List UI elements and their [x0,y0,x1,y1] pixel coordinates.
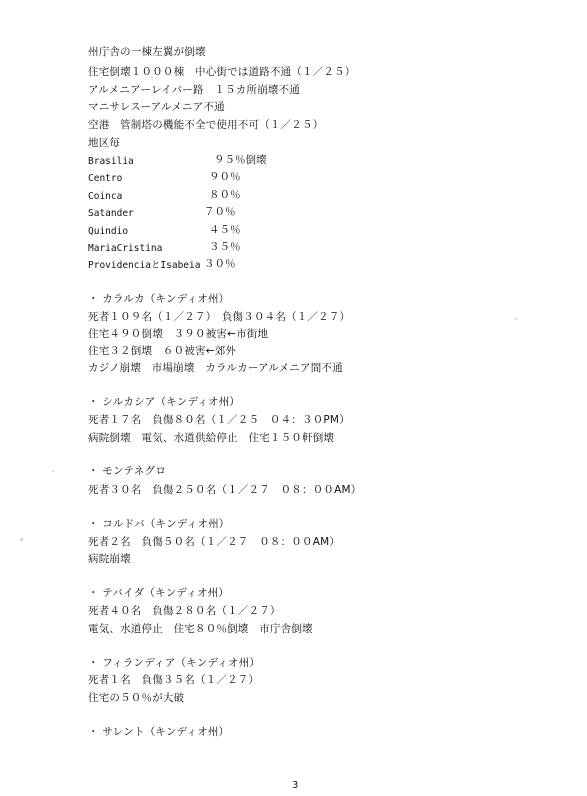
district-value: ７０％ [204,206,236,218]
district-name: Centro [88,173,123,184]
district-value: ３５％ [209,241,241,253]
district-name: Quindio [88,226,129,237]
intro-line: 地区毎 [88,137,121,149]
section-line: カジノ崩壊 市場崩壊 カラルカーアルメニア間不通 [88,362,343,374]
section-line: 住宅３２倒壊 ６０被害←郊外 [88,345,237,357]
intro-line: アルメニアーレイバー路 １５カ所崩壊不通 [88,84,301,96]
section-line: 死者３０名 負傷２５０名（１／２７ ０８：００AM） [88,484,362,496]
intro-line: 住宅倒壊１０００棟 中心街では道路不通（１／２５） [88,66,356,78]
district-name: MariaCristina [88,243,163,254]
section-line: 死者２名 負傷５０名（１／２７ ０８：００AM） [88,536,341,548]
section-line: 電気、水道停止 住宅８０％倒壊 市庁舎倒壊 [88,623,313,635]
section-heading: ・ コルドバ（キンディオ州） [88,518,230,530]
section-line: 住宅４９０倒壊 ３９０被害←市街地 [88,328,269,340]
section-heading: ・ サレント（キンディオ州） [88,726,230,738]
scan-speck [20,538,23,541]
district-value: ３０％ [204,258,236,270]
section-line: 死者４０名 負傷２８０名（１／２７） [88,605,281,617]
district-name: ProvidenciaとIsabeia [88,260,201,271]
district-value: ４５％ [209,224,241,236]
section-line: 死者１名 負傷３５名（１／２７） [88,674,260,686]
district-value: ９５％倒壊 [214,154,267,166]
section-line: 死者１７名 負傷８０名（１／２５ ０４：３０PM） [88,414,350,426]
district-name: Brasilia [88,156,134,167]
intro-line: 州庁舎の一棟左翼が倒壊 [88,46,206,58]
section-heading: ・ フィランディア（キンディオ州） [88,657,261,669]
section-heading: ・ テバイダ（キンディオ州） [88,587,230,599]
section-line: 死者１０９名（１／２７） 負傷３０４名（１／２７） [88,311,351,323]
section-line: 病院倒壊 電気、水道供給停止 住宅１５０軒倒壊 [88,432,335,444]
intro-line: マニサレスーアルメニア不通 [88,101,225,113]
section-heading: ・ モンテネグロ [88,465,167,477]
section-line: 病院崩壊 [88,553,131,565]
district-name: Satander [88,208,134,219]
scan-speck [515,318,517,320]
page-number: 3 [292,780,299,791]
section-heading: ・ カラルカ（キンディオ州） [88,293,230,305]
section-heading: ・ シルカシア（キンディオ州） [88,396,241,408]
intro-line: 空港 管制塔の機能不全で使用不可（１／２５） [88,119,324,131]
scan-speck [52,470,54,472]
district-name: Coinca [88,191,123,202]
district-value: ８０％ [209,189,241,201]
district-value: ９０％ [209,171,241,183]
section-line: 住宅の５０％が大破 [88,692,185,704]
